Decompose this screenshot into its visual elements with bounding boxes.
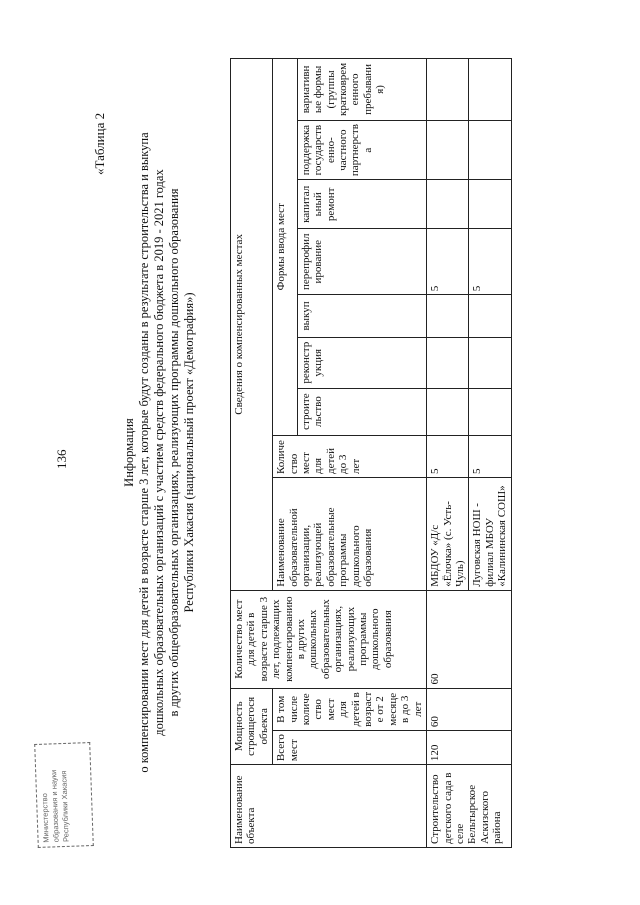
cell-places-count: 5 [469,435,511,478]
cell-org-name: Луговская НОШ - филиал МБОУ «Калининская СОШ» [469,478,511,591]
cell-reconstruction [427,337,469,388]
cell-variative-forms [469,59,511,121]
header-places-2m-3y: В том числе количество мест для детей в возрасте от 2 месяцев до 3 лет [273,688,427,731]
cell-repurposing: 5 [469,229,511,295]
heading-line-4: в других общеобразовательных организациях, реализующих программы дошкольного образования [167,188,181,717]
header-ppp-support: поддержка государственно-частного партнерства [297,120,426,180]
header-variative-forms: вариативные формы (группы кратковременного пребывания) [297,59,426,121]
cell-places-over-3: 60 [427,590,511,688]
header-reconstruction: реконструкция [297,337,426,388]
header-forms: Формы ввода мест [273,59,298,436]
cell-variative-forms [427,59,469,121]
header-places-count: Количество мест для детей до 3 лет [273,435,427,478]
header-total-places: Всего мест [273,731,427,765]
heading-line-5: Республики Хакасия (национальный проект «Демография») [182,292,196,613]
header-object: Наименование объекта [231,765,427,848]
cell-repurposing: 5 [427,229,469,295]
cell-purchase [427,295,469,338]
cell-capital-repair [469,180,511,229]
heading-line-2: о компенсировании мест для детей в возрасте старше 3 лет, которые будут созданы в результате строительства и выкупа [137,132,151,773]
heading-title: Информация [122,418,136,487]
cell-capital-repair [427,180,469,229]
header-compensated: Сведения о компенсированных местах [231,59,273,591]
compensation-table [230,58,512,848]
cell-ppp-support [427,120,469,180]
header-capacity: Мощность строящегося объекта [231,688,273,765]
cell-places-2m-3y: 60 [427,688,511,731]
table-row [427,59,469,848]
header-row-2 [273,59,298,848]
header-places-over-3: Количество мест для детей в возрасте старше 3 лет, подлежащих компенсированию в других дошкольных образовательных организациях, реализующих программы дошкольного образования [231,590,427,688]
header-org-name: Наименование образовательной организации, реализующей образовательные программы дошкольного образования [273,478,427,591]
header-row-1 [231,59,273,848]
table-reference: «Таблица 2 [92,112,107,175]
cell-org-name: МБДОУ «Д/с «Ёлочка» (с. Усть-Чуль) [427,478,469,591]
header-construction: строительство [297,388,426,435]
cell-construction [427,388,469,435]
header-capital-repair: капитальный ремонт [297,180,426,229]
cell-ppp-support [469,120,511,180]
cell-places-count: 5 [427,435,469,478]
registration-stamp [34,742,94,848]
cell-total-places: 120 [427,731,511,765]
cell-reconstruction [469,337,511,388]
cell-object-name: Строительство детского сада в селе Бельтырское Аскизского района [427,765,511,848]
header-purchase: выкуп [297,295,426,338]
heading-line-3: дошкольных образовательных организаций с участием средств федерального бюджета в 2019 - 2021 годах [152,169,166,736]
stamp-text: Министерство образования и науки Республики Хакасия [39,769,71,843]
header-repurposing: перепрофилирование [297,229,426,295]
cell-construction [469,388,511,435]
cell-purchase [469,295,511,338]
page-number: 136 [54,449,69,469]
